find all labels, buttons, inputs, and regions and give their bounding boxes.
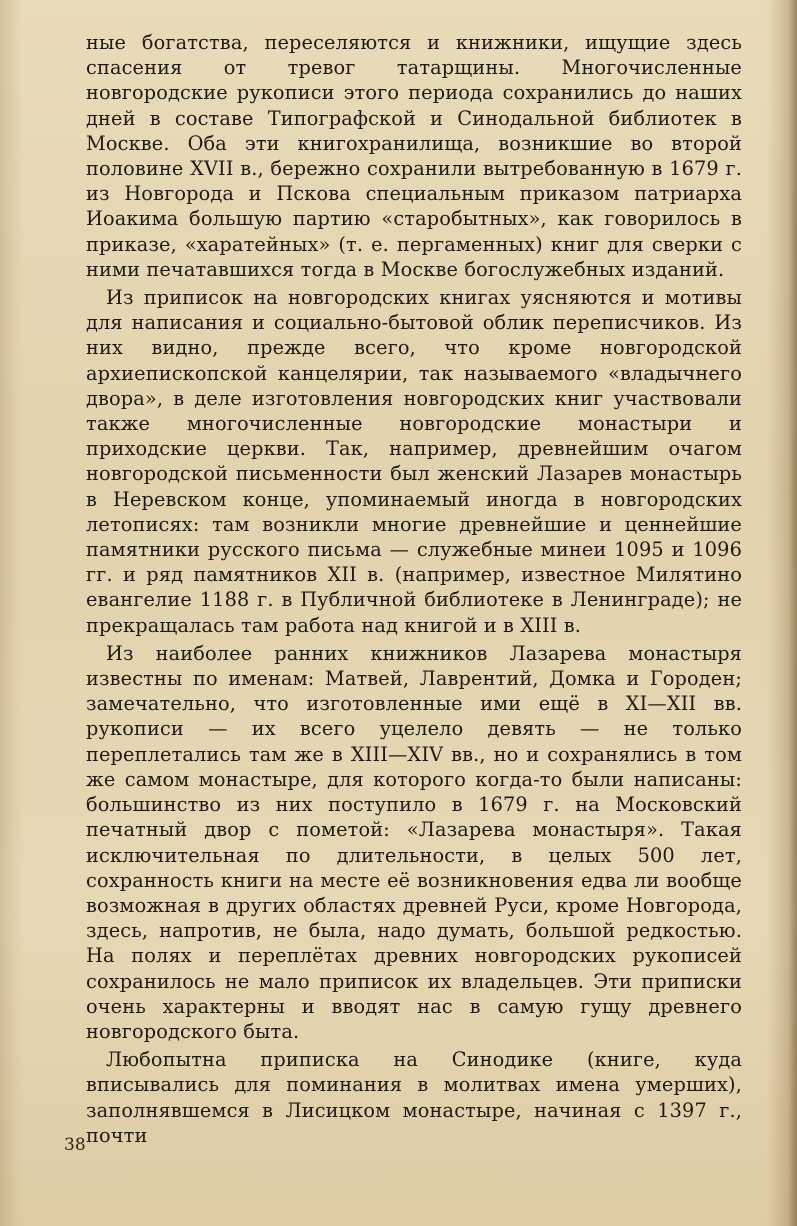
paragraph-1: ные богатства, переселяются и книжники, ищущие здесь спасения от тревог татарщины. Многочисленные новгородские рукописи этого периода сохранились до наших дней в составе Типографской и Синодальной библиотек в Москве. Оба эти книгохранилища, возникшие во второй половине XVII в., бережно сохранили вытребованную в 1679 г. из Новгорода и Пскова специальным приказом патриарха Иоакима большую партию «старобытных», как говорилось в приказе, «харатейных» (т. е. пергаменных) книг для сверки с ними печатавшихся тогда в Москве богослужебных изданий. <box>86 31 742 281</box>
page-left-shadow <box>0 0 22 1226</box>
paragraph-4: Любопытна приписка на Синодике (книге, куда вписывались для поминания в молитвах имена умерших), заполнявшемся в Лисицком монастыре, начиная с 1397 г., почти <box>86 1048 742 1147</box>
page-right-shadow <box>767 0 797 1226</box>
paragraph-3: Из наиболее ранних книжников Лазарева монастыря известны по именам: Матвей, Лаврентий, Домка и Городен; замечательно, что изготовленные ими ещё в XI—XII вв. рукописи — их всего уцелело девять — не только переплетались там же в XIII—XIV вв., но и сохранялись в том же самом монастыре, для которого когда-то были написаны: большинство из них поступило в 1679 г. на Московский печатный двор с пометой: «Лазарева монастыря». Такая исключительная по длительности, в целых 500 лет, сохранность книги на месте её возникновения едва ли вообще возможная в других областях древней Руси, кроме Новгорода, здесь, напротив, не была, надо думать, большой редкостью. На полях и переплётах древних новгородских рукописей сохранилось не мало приписок их владельцев. Эти приписки очень характерны и вводят нас в самую гущу древнего новгородского быта. <box>86 641 742 1043</box>
page-number: 38 <box>64 1135 86 1155</box>
page-body <box>86 30 742 1148</box>
paragraph-2: Из приписок на новгородских книгах уясняются и мотивы для написания и социально-бытовой облик переписчиков. Из них видно, прежде всего, что кроме новгородской архиепископской канцелярии, так называемого «владычнего двора», в деле изготовления новгородских книг участвовали также многочисленные новгородские монастыри и приходские церкви. Так, например, древнейшим очагом новгородской письменности был женский Лазарев монастырь в Неревском конце, упоминаемый иногда в новгородских летописях: там возникли многие древнейшие и ценнейшие памятники русского письма — служебные минеи 1095 и 1096 гг. и ряд памятников XII в. (например, известное Милятино евангелие 1188 г. в Публичной библиотеке в Ленинграде); не прекращалась там работа над книгой и в XIII в. <box>86 286 742 637</box>
